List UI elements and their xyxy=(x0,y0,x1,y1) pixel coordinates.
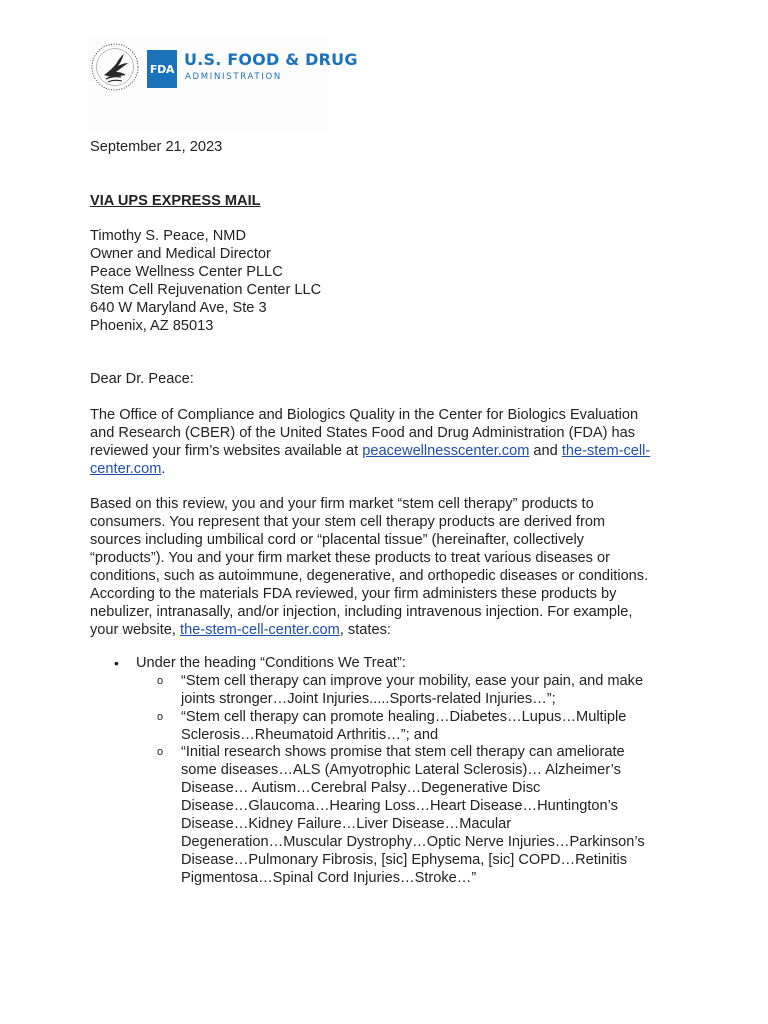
website-link-stem-cell-center-2[interactable]: the-stem-cell-center.com xyxy=(180,622,340,638)
salutation: Dear Dr. Peace: xyxy=(90,371,194,387)
circle-bullet-icon: o xyxy=(157,746,164,758)
circle-bullet-icon: o xyxy=(157,711,164,723)
recipient-line: Peace Wellness Center PLLC xyxy=(90,264,283,280)
recipient-line: 640 W Maryland Ave, Ste 3 xyxy=(90,300,267,316)
letter-page: FDA U.S. FOOD & DRUG ADMINISTRATION September 21, 2023 VIA UPS EXPRESS MAIL Timothy S. Peace, NMD Owner and Medical Director Peace Wellness Center PLLC Stem Cell Rejuvenation Center LLC 640 W Maryland Ave, Ste 3 Phoenix, AZ 85013 Dear Dr. Peace: The Office of Compliance and Biologics Quality in the Center for Biologics Evaluation and Research (CBER) of the United States Food and Drug Administration (FDA) has reviewed your firm’s websites available at peacewellnesscenter.com and the-stem-cell- center.com. Based on this review, you and your firm market “stem cell therapy” products to consumers. You represent that your stem cell therapy products are derived from sources including umbilical cord or “placental tissue” (hereinafter, collectively “products”). You and your firm market these products to treat various diseases or conditions, such as autoimmune, degenerative, and orthopedic diseases or conditions. According to the materials FDA reviewed, your firm administers these products by nebulizer, intranasally, and/or injection, including intravenous injection. For example, your website, the-stem-cell-center.com, states: • Under the heading “Conditions We Treat”: o “Stem cell therapy can improve your mobility, ease your pain, and make joints stronger…Joint Injuries.....Sports-related Injuries…”; o “Stem cell therapy can promote healing…Diabetes…Lupus…Multiple Sclerosis…Rheumatoid Arthritis…”; and o “Initial research shows promise that stem cell therapy can ameliorate some diseases…ALS (Amyotrophic Lateral Sclerosis)… Alzheimer’s Disease… Autism…Cerebral Palsy…Degenerative Disc Disease…Glaucoma…Hearing Loss…Heart Disease…Huntington’s Disease…Kidney Failure…Liver Disease…Macular Degeneration…Muscular Dystrophy…Optic Nerve Injuries…Parkinson’s Disease…Pulmonary Fibrosis, [sic] Ephysema, [sic] COPD…Retinitis Pigmentosa…Spinal Cord Injuries…Stroke…” xyxy=(0,0,768,1024)
bullet-heading: Under the heading “Conditions We Treat”: xyxy=(136,655,406,671)
recipient-line: Phoenix, AZ 85013 xyxy=(90,318,214,334)
website-link-stem-cell-center-cont[interactable]: center.com xyxy=(90,461,162,477)
letter-date: September 21, 2023 xyxy=(90,139,223,155)
circle-bullet-icon: o xyxy=(157,675,164,687)
agency-subtitle: ADMINISTRATION xyxy=(185,72,282,82)
agency-name: U.S. FOOD & DRUG xyxy=(184,50,358,69)
recipient-line: Timothy S. Peace, NMD xyxy=(90,228,246,244)
bullet-icon: • xyxy=(114,655,119,671)
recipient-line: Owner and Medical Director xyxy=(90,246,271,262)
website-link-stem-cell-center[interactable]: the-stem-cell- xyxy=(561,443,651,459)
website-link-peacewellness[interactable]: peacewellnesscenter.com xyxy=(362,443,530,459)
letterhead-logo xyxy=(88,38,358,134)
paragraph-intro: The Office of Compliance and Biologics Quality in the Center for Biologics Evaluation and Research (CBER) of the United States Food and Drug Administration (FDA) has reviewed your firm’s websites available at peacewellnesscenter.com and the-stem-cell- center.com. xyxy=(90,407,651,477)
recipient-line: Stem Cell Rejuvenation Center LLC xyxy=(90,282,322,298)
recipient-address xyxy=(90,227,690,335)
paragraph-review: Based on this review, you and your firm market “stem cell therapy” products to consumers. You represent that your stem cell therapy products are derived from sources including umbilical cord or “placental tissue” (hereinafter, collectively “products”). You and your firm market these products to treat various diseases or conditions, such as autoimmune, degenerative, and orthopedic diseases or conditions. According to the materials FDA reviewed, your firm administers these products by nebulizer, intranasally, and/or injection, including intravenous injection. For example, your website, the-stem-cell-center.com, states: xyxy=(90,496,649,638)
hhs-seal-icon xyxy=(90,42,140,92)
fda-logo-mark: FDA xyxy=(147,50,177,88)
delivery-heading: VIA UPS EXPRESS MAIL xyxy=(90,193,261,209)
